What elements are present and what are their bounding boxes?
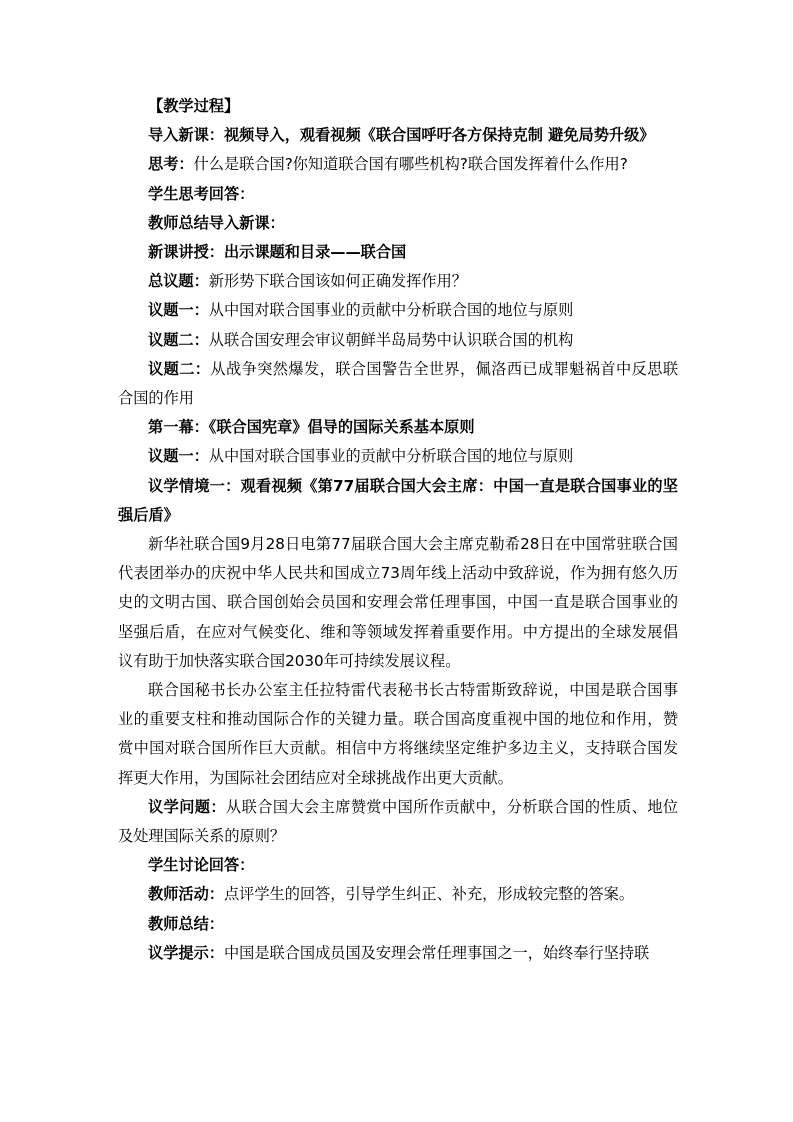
- topic1-text: 从中国对联合国事业的贡献中分析联合国的地位与原则: [208, 301, 574, 320]
- scenario1-paragraph: 议学情境一：观看视频《第77届联合国大会主席：中国一直是联合国事业的坚强后盾》: [118, 476, 678, 524]
- main-topic-line: [118, 267, 678, 296]
- news-paragraph-1: 新华社联合国9月28日电第77届联合国大会主席克勒希28日在中国常驻联合国代表团举办的庆祝中华人民共和国成立73周年线上活动中致辞说，作为拥有悠久历史的文明古国、联合国创始会员国和安理会常任理事国，中国一直是联合国事业的坚强后盾，在应对气候变化、维和等领域发挥着重要作用。中方提出的全球发展倡议有助于加快落实联合国2030年可持续发展议程。: [118, 535, 678, 670]
- question-paragraph: [118, 793, 678, 851]
- main-topic-text: 新形势下联合国该如何正确发挥作用？: [208, 272, 467, 291]
- teacher-activity-line: [118, 880, 678, 909]
- teacher-summary-intro-line: 教师总结导入新课：: [148, 213, 285, 232]
- teacher-activity-label: 教师活动：: [148, 885, 224, 904]
- teacher-activity-text: 点评学生的回答，引导学生纠正、补充，形成较完整的答案。: [223, 885, 634, 904]
- topic1-line: [118, 296, 678, 325]
- think-line: [118, 150, 678, 179]
- document-body: [118, 92, 678, 968]
- topic2-line: [118, 326, 678, 355]
- hint-line: [118, 939, 678, 968]
- question-label: 议学问题：: [148, 797, 227, 816]
- topic1-again-line: [118, 442, 678, 471]
- question-text: 从联合国大会主席赞赏中国所作贡献中，分析联合国的性质、地位及处理国际关系的原则？: [118, 797, 679, 846]
- new-lesson-line: 新课讲授：出示课题和目录——联合国: [148, 243, 407, 262]
- student-discuss-line: 学生讨论回答：: [148, 856, 255, 875]
- intro-line: 导入新课：视频导入，观看视频《联合国呼吁各方保持克制 避免局势升级》: [148, 126, 655, 145]
- think-text: 什么是联合国?你知道联合国有哪些机构?联合国发挥着什么作用?: [193, 155, 628, 174]
- teacher-summary-line: 教师总结：: [148, 914, 224, 933]
- topic1-again-text: 从中国对联合国事业的贡献中分析联合国的地位与原则: [208, 447, 574, 466]
- topic3-text: 从战争突然爆发，联合国警告全世界，佩洛西已成罪魁祸首中反思联合国的作用: [118, 359, 679, 408]
- think-label: 思考：: [148, 155, 194, 174]
- student-think-line: 学生思考回答：: [148, 184, 255, 203]
- topic3-paragraph: [118, 355, 678, 413]
- topic3-label: 议题二：: [148, 359, 211, 378]
- act1-line: 第一幕：《联合国宪章》倡导的国际关系基本原则: [148, 418, 475, 437]
- topic1-again-label: 议题一：: [148, 447, 209, 466]
- section-heading: 【教学过程】: [148, 97, 240, 115]
- news-paragraph-2: 联合国秘书长办公室主任拉特雷代表秘书长古特雷斯致辞说，中国是联合国事业的重要支柱和推动国际合作的关键力量。联合国高度重视中国的地位和作用，赞赏中国对联合国所作巨大贡献。相信中方将继续坚定维护多边主义，支持联合国发挥更大作用，为国际社会团结应对全球挑战作出更大贡献。: [118, 681, 678, 787]
- topic2-text: 从联合国安理会审议朝鲜半岛局势中认识联合国的机构: [208, 330, 574, 349]
- hint-text: 中国是联合国成员国及安理会常任理事国之一，始终奉行坚持联: [223, 943, 650, 962]
- main-topic-label: 总议题：: [148, 272, 209, 291]
- topic2-label: 议题二：: [148, 330, 209, 349]
- topic1-label: 议题一：: [148, 301, 209, 320]
- hint-label: 议学提示：: [148, 943, 224, 962]
